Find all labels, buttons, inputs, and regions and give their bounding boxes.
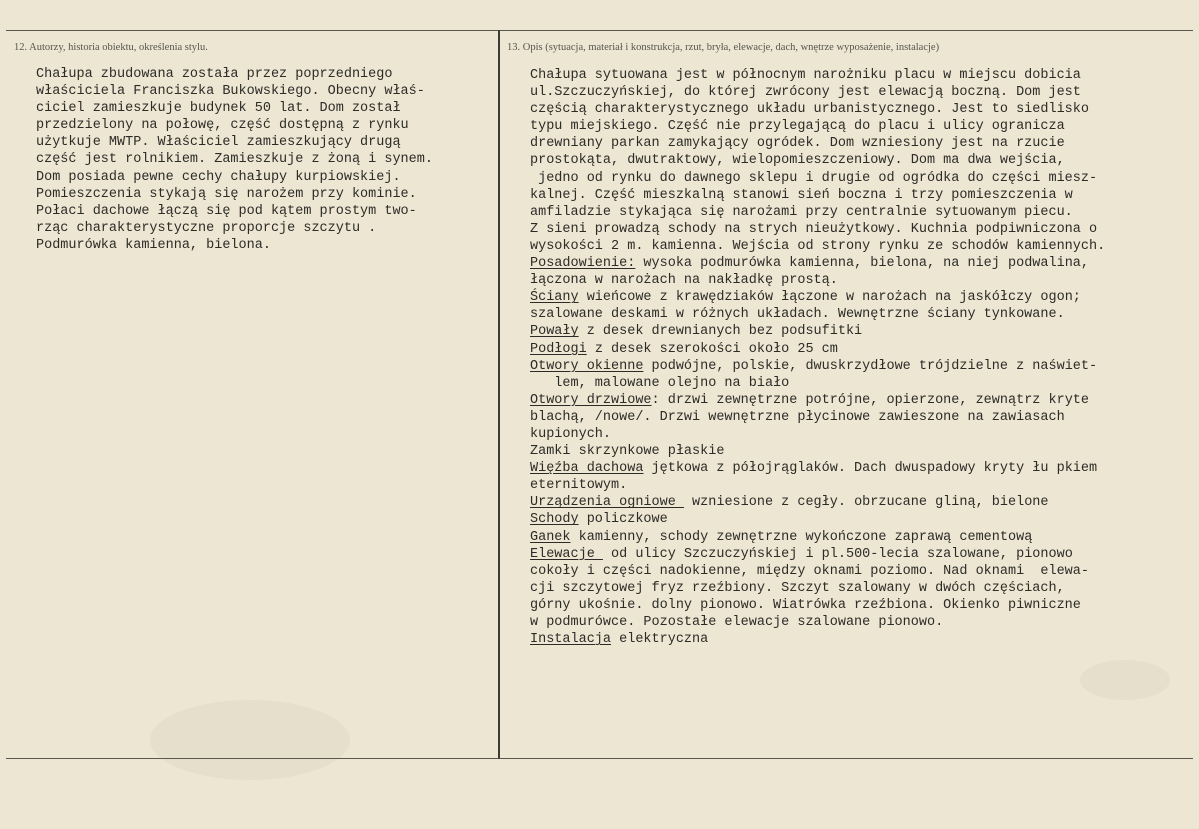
text-line bbox=[530, 84, 1190, 101]
field-text: wieńcowe z krawędziaków łączone w narożach na jaskółczy ogon; bbox=[578, 290, 1081, 306]
text-line bbox=[530, 67, 1190, 84]
text-line: rząc charakterystyczne proporcje szczytu . bbox=[36, 220, 377, 236]
field-text: typu miejskiego. Część nie przylegającą do placu i ulicy ogranicza bbox=[530, 119, 1065, 135]
text-line bbox=[530, 135, 1190, 152]
text-line bbox=[530, 511, 1190, 528]
section-12-heading: 12. Autorzy, historia obiektu, określenia stylu. bbox=[14, 42, 208, 53]
field-label: Instalacja bbox=[530, 632, 612, 648]
field-text: kalnej. Część mieszkalną stanowi sień boczna i trzy pomieszczenia w bbox=[530, 187, 1073, 203]
column-divider bbox=[498, 30, 500, 759]
field-text: cji szczytowej fryz rzeźbiony. Szczyt szalowany w dwóch częściach, bbox=[530, 580, 1065, 596]
field-label: Elewacje bbox=[530, 546, 603, 562]
field-text: Z sieni prowadzą schody na strych nieużytkowy. Kuchnia podpiwniczona o bbox=[530, 221, 1098, 237]
field-text: podwójne, polskie, dwuskrzydłowe trójdzielne z naświet- bbox=[643, 358, 1098, 374]
text-line bbox=[530, 187, 1190, 204]
text-line: część jest rolnikiem. Zamieszkuje z żoną i synem. bbox=[36, 152, 433, 168]
text-line bbox=[530, 614, 1190, 631]
field-text: Chałupa sytuowana jest w północnym narożniku placu w miejscu dobicia bbox=[530, 68, 1081, 83]
text-line bbox=[530, 392, 1190, 409]
text-line: użytkuje MWTP. Właściciel zamieszkujący drugą bbox=[36, 135, 401, 151]
field-text: górny ukośnie. dolny pionowo. Wiatrówka rzeźbiona. Okienko piwniczne bbox=[530, 597, 1081, 613]
field-text: blachą, /nowe/. Drzwi wewnętrzne płycinowe zawieszone na zawiasach bbox=[530, 409, 1065, 425]
field-label: Więźba dachowa bbox=[530, 461, 644, 477]
text-line bbox=[530, 289, 1190, 306]
text-line bbox=[530, 529, 1190, 546]
field-label: Ganek bbox=[530, 529, 571, 545]
text-line bbox=[530, 238, 1190, 255]
text-line bbox=[530, 255, 1190, 272]
text-line bbox=[530, 358, 1190, 375]
field-text: kupionych. bbox=[530, 426, 612, 442]
field-label: Otwory okienne bbox=[530, 358, 644, 374]
text-line bbox=[530, 443, 1190, 460]
text-line bbox=[530, 631, 1190, 648]
text-line bbox=[530, 494, 1190, 511]
field-label: Ściany bbox=[530, 290, 579, 306]
field-text: wzniesione z cegły. obrzucane gliną, bielone bbox=[683, 495, 1049, 511]
text-line bbox=[530, 546, 1190, 563]
text-line bbox=[530, 597, 1190, 614]
field-text: z desek drewnianych bez podsufitki bbox=[578, 324, 863, 340]
text-line bbox=[530, 221, 1190, 238]
text-line bbox=[530, 477, 1190, 494]
field-text: łączona w narożach na nakładkę prostą. bbox=[530, 273, 838, 289]
field-text: amfiladzie stykająca się narożami przy centralnie sytuowanym piecu. bbox=[530, 204, 1073, 220]
text-line bbox=[530, 272, 1190, 289]
text-line bbox=[530, 118, 1190, 135]
field-label: Posadowienie: bbox=[530, 256, 636, 272]
field-label: Podłogi bbox=[530, 341, 587, 357]
field-text: kamienny, schody zewnętrzne wykończone zaprawą cementową bbox=[570, 529, 1033, 545]
text-line bbox=[530, 204, 1190, 221]
text-line bbox=[530, 426, 1190, 443]
field-text: z desek szerokości około 25 cm bbox=[586, 341, 838, 357]
field-text: eternitowym. bbox=[530, 478, 628, 494]
field-text: wysokości 2 m. kamienna. Wejścia od strony rynku ze schodów kamiennych. bbox=[530, 238, 1106, 254]
section-13-text bbox=[530, 67, 1190, 648]
text-line bbox=[530, 101, 1190, 118]
field-label: Powały bbox=[530, 324, 579, 340]
text-line: Dom posiada pewne cechy chałupy kurpiowskiej. bbox=[36, 169, 401, 185]
text-line bbox=[530, 152, 1190, 169]
field-text: jętkowa z półojrąglaków. Dach dwuspadowy kryty łu pkiem bbox=[643, 461, 1098, 477]
text-line: Chałupa zbudowana została przez poprzedniego bbox=[36, 67, 393, 82]
field-label: Urządzenia ogniowe bbox=[530, 495, 684, 511]
text-line bbox=[530, 306, 1190, 323]
field-text: elektryczna bbox=[611, 632, 709, 648]
field-text: Zamki skrzynkowe płaskie bbox=[530, 444, 725, 460]
field-text: cokoły i części nadokienne, między oknami poziomo. Nad oknami elewa- bbox=[530, 563, 1089, 579]
text-line bbox=[530, 409, 1190, 426]
text-line bbox=[530, 460, 1190, 477]
field-text: szalowane deskami w różnych układach. Wewnętrzne ściany tynkowane. bbox=[530, 307, 1065, 323]
field-text: policzkowe bbox=[578, 512, 668, 528]
field-text: w podmurówce. Pozostałe elewacje szalowane pionowo. bbox=[530, 615, 944, 630]
text-line: właściciela Franciszka Bukowskiego. Obecny właś- bbox=[36, 84, 425, 100]
text-line: Połaci dachowe łączą się pod kątem prostym two- bbox=[36, 203, 417, 219]
field-label: Schody bbox=[530, 512, 579, 528]
text-line: Pomieszczenia stykają się narożem przy kominie. bbox=[36, 186, 417, 202]
field-text: od ulicy Szczuczyńskiej i pl.500-lecia szalowane, pionowo bbox=[602, 546, 1073, 562]
field-text: jedno od rynku do dawnego sklepu i drugie od ogródka do części miesz- bbox=[530, 170, 1098, 186]
section-13-heading: 13. Opis (sytuacja, materiał i konstrukcja, rzut, bryła, elewacje, dach, wnętrze wyposażenie, instalacje) bbox=[507, 42, 940, 53]
text-line: Podmurówka kamienna, bielona. bbox=[36, 237, 271, 253]
text-line bbox=[530, 563, 1190, 580]
field-text: prostokąta, dwutraktowy, wielopomieszczeniowy. Dom ma dwa wejścia, bbox=[530, 153, 1065, 169]
field-text: częścią charakterystycznego układu urbanistycznego. Jest to siedlisko bbox=[530, 102, 1089, 118]
text-line bbox=[530, 323, 1190, 340]
field-text: wysoka podmurówka kamienna, bielona, na niej podwalina, bbox=[635, 256, 1090, 272]
text-line bbox=[530, 580, 1190, 597]
text-line bbox=[530, 341, 1190, 358]
text-line bbox=[530, 170, 1190, 187]
section-12-text bbox=[36, 66, 491, 254]
field-text: drewniany parkan zamykający ogródek. Dom wzniesiony jest na rzucie bbox=[530, 136, 1065, 152]
text-line bbox=[530, 375, 1190, 392]
field-text: : drzwi zewnętrzne potrójne, opierzone, zewnątrz kryte bbox=[651, 392, 1090, 408]
text-line: ciciel zamieszkuje budynek 50 lat. Dom został bbox=[36, 101, 401, 117]
field-text: lem, malowane olejno na biało bbox=[530, 375, 790, 391]
field-text: ul.Szczuczyńskiej, do której zwrócony jest elewacją boczną. Dom jest bbox=[530, 85, 1081, 101]
field-label: Otwory drzwiowe bbox=[530, 392, 652, 408]
text-line: przedzielony na połowę, część dostępną z rynku bbox=[36, 118, 409, 134]
